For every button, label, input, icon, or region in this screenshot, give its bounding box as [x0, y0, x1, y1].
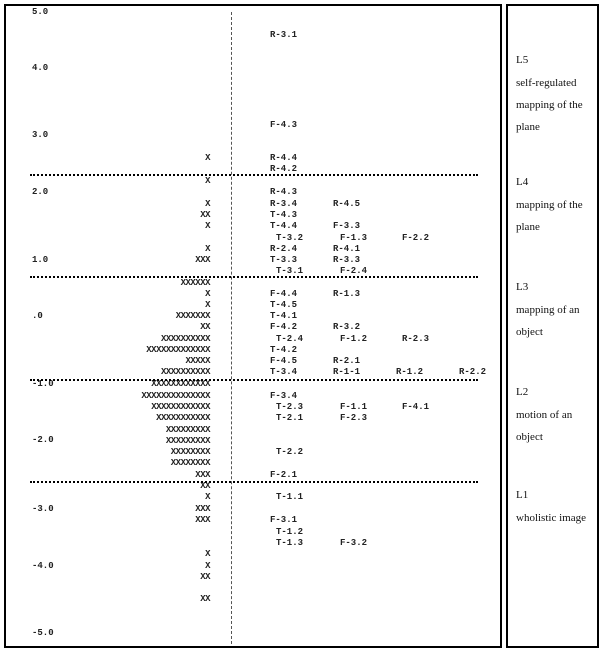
item-label: F-2.1 [270, 470, 298, 480]
item-label: F-1.1 [340, 402, 368, 412]
item-label: F-3.4 [270, 391, 298, 401]
level-legend-panel [506, 4, 599, 648]
person-marks: XXX [195, 470, 210, 480]
person-marks: XX [200, 481, 210, 491]
item-label: F-3.2 [340, 538, 368, 548]
level-entry [516, 54, 596, 138]
item-label: T-3.1 [276, 266, 304, 276]
wright-map-panel [4, 4, 502, 648]
item-label: F-4.5 [270, 356, 298, 366]
level-code: L2 [516, 386, 529, 398]
item-label: F-2.4 [340, 266, 368, 276]
item-label: R-3.1 [270, 30, 298, 40]
person-marks: X [205, 244, 210, 254]
item-label: R-2.1 [333, 356, 361, 366]
item-label: R-4.1 [333, 244, 361, 254]
level-description: motion of an object [516, 409, 573, 443]
person-marks: XXXXXXXXXXXX [151, 379, 210, 389]
y-axis-tick-label: 2.0 [32, 187, 49, 197]
item-label: T-4.3 [270, 210, 298, 220]
item-label: F-4.2 [270, 322, 298, 332]
y-axis-tick-label: -5.0 [32, 628, 54, 638]
y-axis-tick-label: -2.0 [32, 435, 54, 445]
level-code: L5 [516, 54, 529, 66]
item-label: R-4.4 [270, 153, 298, 163]
person-marks: XXXXXXXXXXXX [151, 402, 210, 412]
item-label: R-4.2 [270, 164, 298, 174]
item-label: R-1-1 [333, 367, 361, 377]
y-axis-tick-label: -3.0 [32, 504, 54, 514]
level-code: L3 [516, 281, 529, 293]
item-label: T-1.2 [276, 527, 304, 537]
person-marks: XXX [195, 504, 210, 514]
level-code: L1 [516, 489, 529, 501]
y-axis-tick-label: 3.0 [32, 130, 49, 140]
item-label: F-4.4 [270, 289, 298, 299]
person-marks: XXXXXXXX [170, 447, 210, 457]
y-axis-tick-label: .0 [32, 311, 43, 321]
person-marks: XXXXXXXXXXXXXX [141, 391, 210, 401]
item-label: R-2.2 [459, 367, 487, 377]
y-axis-tick-label: 1.0 [32, 255, 49, 265]
y-axis-tick-label: 5.0 [32, 7, 49, 17]
item-label: F-2.3 [340, 413, 368, 423]
level-entry [516, 176, 596, 238]
item-label: R-3.3 [333, 255, 361, 265]
item-label: R-3.4 [270, 199, 298, 209]
level-description: mapping of an object [516, 304, 580, 338]
item-label: T-4.1 [270, 311, 298, 321]
level-entry [516, 386, 596, 448]
level-description: wholistic image [516, 512, 586, 524]
person-marks: XXX [195, 255, 210, 265]
person-marks: X [205, 300, 210, 310]
item-label: T-3.4 [270, 367, 298, 377]
item-label: T-2.4 [276, 334, 304, 344]
person-marks: XX [200, 210, 210, 220]
y-axis-tick-label: 4.0 [32, 63, 49, 73]
person-marks: XXXXX [185, 356, 210, 366]
person-marks: X [205, 549, 210, 559]
item-label: F-4.3 [270, 120, 298, 130]
person-marks: X [205, 561, 210, 571]
person-marks: XXXXXXXXX [165, 425, 210, 435]
person-marks: X [205, 199, 210, 209]
level-description: mapping of the plane [516, 199, 583, 233]
level-boundary-line [30, 481, 478, 483]
level-entry [516, 489, 596, 529]
item-label: F-3.3 [333, 221, 361, 231]
level-boundary-line [30, 379, 478, 381]
item-label: R-3.2 [333, 322, 361, 332]
item-label: T-1.1 [276, 492, 304, 502]
person-marks: X [205, 153, 210, 163]
item-label: R-2.4 [270, 244, 298, 254]
person-marks: XXX [195, 515, 210, 525]
y-axis-tick-label: -1.0 [32, 379, 54, 389]
axis-dashed-line [231, 12, 232, 644]
item-label: F-1.2 [340, 334, 368, 344]
person-marks: XXXXXXXXXXX [156, 413, 210, 423]
person-marks: X [205, 492, 210, 502]
level-boundary-line [30, 174, 478, 176]
item-label: R-2.3 [402, 334, 430, 344]
person-marks: XXXXXXX [175, 311, 210, 321]
item-label: T-2.2 [276, 447, 304, 457]
level-description: self-regulated mapping of the plane [516, 77, 583, 133]
level-entry [516, 281, 596, 343]
item-label: R-4.3 [270, 187, 298, 197]
item-label: T-2.1 [276, 413, 304, 423]
item-label: F-1.3 [340, 233, 368, 243]
person-marks: XXXXXXXXXX [160, 334, 210, 344]
item-label: R-1.3 [333, 289, 361, 299]
item-label: F-3.1 [270, 515, 298, 525]
person-marks: XXXXXXXXXX [160, 367, 210, 377]
person-marks: XXXXXXXX [170, 458, 210, 468]
person-marks: XXXXXXXXX [165, 436, 210, 446]
person-marks: XXXXXX [180, 278, 210, 288]
person-marks: X [205, 221, 210, 231]
item-label: F-2.2 [402, 233, 430, 243]
level-code: L4 [516, 176, 529, 188]
level-boundary-line [30, 276, 478, 278]
item-label: T-2.3 [276, 402, 304, 412]
y-axis-tick-label: -4.0 [32, 561, 54, 571]
person-marks: XX [200, 322, 210, 332]
item-label: T-3.2 [276, 233, 304, 243]
person-marks: X [205, 289, 210, 299]
person-marks: XXXXXXXXXXXXX [146, 345, 210, 355]
item-label: T-3.3 [270, 255, 298, 265]
item-label: T-1.3 [276, 538, 304, 548]
item-label: F-4.1 [402, 402, 430, 412]
item-label: R-4.5 [333, 199, 361, 209]
person-marks: X [205, 176, 210, 186]
item-label: T-4.2 [270, 345, 298, 355]
item-label: T-4.4 [270, 221, 298, 231]
person-marks: XX [200, 572, 210, 582]
person-marks: XX [200, 594, 210, 604]
item-label: R-1.2 [396, 367, 424, 377]
item-label: T-4.5 [270, 300, 298, 310]
